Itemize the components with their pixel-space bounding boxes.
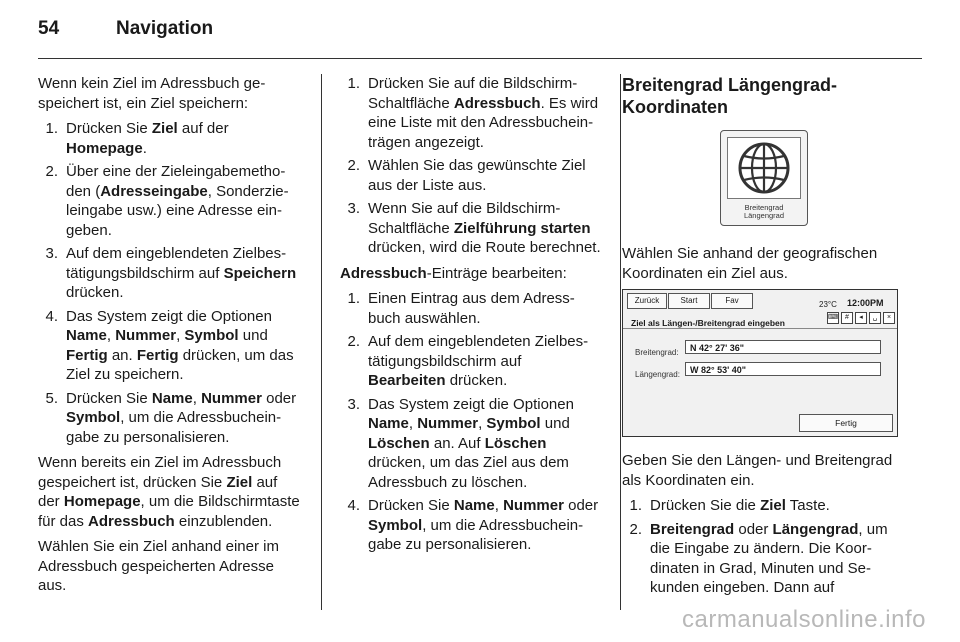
temperature-readout: 23°C [819, 300, 837, 309]
step-number: 2. [347, 333, 360, 350]
done-button[interactable]: Fertig [799, 414, 893, 432]
step-text [66, 244, 302, 303]
step-number: 2. [45, 163, 58, 180]
text-run: und [540, 415, 570, 432]
ui-term: Symbol [184, 327, 239, 344]
text-run: , um die Adressbucheingabe zu personalisieren. [66, 409, 282, 446]
text-run: . Es wird eine Liste mit den Adressbucheinträgen angezeigt. [368, 94, 599, 151]
ui-term: Ziel [226, 473, 253, 491]
text-run: , um die Adressbucheingabe zu personalisieren. [368, 516, 584, 553]
ui-term: Name [453, 497, 495, 514]
ui-term: Fertig [66, 346, 108, 364]
ui-term: Adressbuch [88, 512, 175, 530]
header-rule [38, 58, 922, 59]
save-steps-list [38, 119, 302, 447]
text-run: oder [563, 497, 599, 514]
step-text [368, 332, 602, 391]
text-run: drücken. [66, 284, 124, 301]
list-item [340, 199, 602, 258]
latlon-button-icon [720, 130, 808, 226]
clock-readout: 12:00PM [847, 298, 884, 308]
ui-term: Name [368, 415, 409, 432]
text-run: Taste. [785, 497, 830, 514]
ui-term: Name [151, 389, 193, 407]
page-number: 54 [38, 18, 60, 39]
text-run: -Einträge bearbeiten: [426, 264, 567, 282]
coords-intro: Wählen Sie anhand der geografischen Koordinaten ein Ziel aus. [622, 245, 878, 282]
list-item [340, 156, 602, 195]
keyboard-mode-icons [827, 312, 895, 324]
text-run: an. [107, 346, 137, 364]
symbols-icon[interactable]: # [841, 312, 853, 324]
list-item [340, 395, 602, 493]
page-header [38, 18, 213, 40]
globe-icon [727, 137, 801, 199]
backspace-icon[interactable]: ◂ [855, 312, 867, 324]
text-run: , [408, 415, 418, 432]
start-button[interactable]: Start [668, 293, 710, 309]
section-heading: Breitengrad Längengrad-Koordinaten [622, 75, 838, 117]
step-number: 3. [347, 395, 360, 413]
ui-term: Name [66, 327, 107, 344]
watermark: carmanualsonline.info [682, 606, 926, 633]
column-3 [622, 74, 904, 604]
step-number: 4. [347, 497, 360, 514]
ui-term: Symbol [368, 516, 423, 534]
text-run: Wählen Sie das gewünschte Ziel aus der Liste aus. [368, 157, 586, 194]
ui-term: Ziel [151, 120, 178, 137]
step-number: 5. [45, 389, 58, 407]
text-run: drücken. [445, 372, 508, 389]
step-text [368, 74, 602, 152]
text-run: Auf dem eingeblendeten Zielbestätigungsbildschirm auf [368, 333, 589, 370]
text-run: , [192, 389, 202, 407]
ui-term: Nummer [201, 389, 262, 407]
column-divider [321, 74, 322, 610]
list-item [38, 307, 302, 385]
text-run: auf der [177, 120, 229, 137]
edit-steps-list [340, 289, 602, 555]
column-2 [340, 74, 602, 561]
text-run: , Sonderzieleingabe usw.) eine Adresse eingeben. [66, 182, 289, 239]
step-text [368, 156, 602, 195]
step-number: 1. [45, 120, 58, 137]
coords-entry-paragraph: Geben Sie den Längen- und Breitengrad als Koordinaten ein. [622, 452, 893, 489]
step-text [368, 496, 602, 555]
text-run: Einen Eintrag aus dem Adressbuch auswählen. [368, 290, 575, 327]
fav-button[interactable]: Fav [711, 293, 753, 309]
text-run: Wenn Sie auf die BildschirmSchaltfläche [368, 200, 561, 237]
ui-term: Ziel [760, 497, 786, 514]
list-item [622, 520, 904, 598]
ui-term: Löschen [484, 434, 547, 452]
ui-term: Adresseingabe [100, 182, 208, 200]
text-run: , [176, 327, 185, 344]
ui-term: Homepage [66, 139, 143, 157]
ui-term: Fertig [136, 346, 179, 364]
intro-paragraph: Wenn kein Ziel im Adressbuch gespeichert ist, ein Ziel speichern: [38, 75, 266, 112]
latitude-label: Breitengrad: [635, 348, 679, 357]
text-run: drücken, um das Ziel aus dem Adressbuch zu löschen. [368, 454, 569, 491]
text-run: an. Auf [429, 434, 485, 452]
list-item [38, 162, 302, 240]
step-number: 3. [347, 200, 360, 217]
icon-label: Breitengrad Längengrad [743, 203, 785, 220]
coords-steps-list [622, 496, 904, 598]
text-run: einzublenden. [174, 512, 273, 530]
text-run: . [142, 139, 147, 157]
text-run: , [106, 327, 116, 344]
coordinate-entry-screen [622, 289, 898, 437]
step-text [368, 289, 602, 328]
step-text [66, 162, 302, 240]
edit-intro [340, 264, 602, 284]
ui-term: Nummer [503, 497, 564, 514]
ui-term: Nummer [417, 415, 479, 432]
text-run: Drücken Sie [368, 497, 454, 514]
page-title: Navigation [116, 18, 214, 39]
ui-term: Zielführung starten [453, 219, 591, 237]
list-item [340, 496, 602, 555]
ui-term: Längengrad [772, 520, 859, 538]
list-item [622, 496, 904, 516]
step-text [66, 307, 302, 385]
text-run: , [494, 497, 504, 514]
text-run: Das System zeigt die Optionen [66, 307, 272, 325]
list-item [38, 119, 302, 158]
ui-term: Adressbuch [340, 264, 427, 282]
step-number: 2. [629, 520, 642, 538]
longitude-field[interactable]: W 82° 53' 40" [685, 362, 881, 376]
step-number: 1. [347, 290, 360, 307]
text-run: oder [261, 389, 297, 407]
keyboard-icon[interactable]: ⌨ [827, 312, 839, 324]
step-text [368, 395, 602, 493]
latitude-field[interactable]: N 42° 27' 36" [685, 340, 881, 354]
list-item [38, 389, 302, 448]
step-number: 1. [347, 75, 360, 92]
ui-term: Homepage [63, 493, 141, 510]
step-number: 2. [347, 157, 360, 174]
step-number: 1. [629, 497, 642, 514]
step-number: 3. [45, 245, 58, 262]
text-run: Drücken Sie [66, 389, 152, 407]
addressbook-steps-list [340, 74, 602, 258]
text-run: Über eine der Zieleingabemethoden ( [66, 163, 286, 200]
list-item [340, 289, 602, 328]
ui-term: Bearbeiten [368, 372, 446, 389]
select-paragraph: Wählen Sie ein Ziel anhand einer im Adressbuch gespeicherten Adresse aus. [38, 538, 279, 594]
screen-divider [623, 328, 897, 329]
step-text [368, 199, 602, 258]
text-run: , um die Bildschirmtaste für das [38, 493, 300, 530]
clear-icon[interactable]: × [883, 312, 895, 324]
back-button[interactable]: Zurück [627, 293, 667, 309]
column-divider [620, 74, 621, 610]
ui-term: Speichern [223, 264, 297, 282]
step-text [650, 520, 904, 598]
column-1 [38, 74, 302, 602]
ui-term: Symbol [66, 409, 121, 426]
text-run: , um die Eingabe zu ändern. Die Koordinaten in Grad, Minuten und Sekunden eingeben. Dann auf [650, 520, 888, 596]
text-run: Das System zeigt die Optionen [368, 395, 574, 413]
text-run: Auf dem eingeblendeten Zielbestätigungsbildschirm auf [66, 245, 287, 282]
space-icon[interactable]: ␣ [869, 312, 881, 324]
text-run: Drücken Sie die [650, 497, 761, 514]
text-run: auf der [38, 473, 278, 510]
step-text [66, 119, 302, 158]
list-item [38, 244, 302, 303]
ui-term: Symbol [486, 415, 541, 432]
text-run: Drücken Sie auf die BildschirmSchaltfläche [368, 75, 578, 112]
step-text [66, 389, 302, 448]
text-run: Drücken Sie [66, 120, 152, 137]
stored-paragraph [38, 453, 302, 531]
text-run: drücken, um das Ziel zu speichern. [66, 346, 294, 383]
text-run: oder [734, 520, 773, 538]
ui-term: Nummer [115, 327, 177, 344]
list-item [340, 332, 602, 391]
text-run: und [238, 327, 268, 344]
step-number: 4. [45, 307, 58, 325]
text-run: drücken, wird die Route berechnet. [368, 239, 601, 256]
ui-term: Breitengrad [650, 520, 735, 538]
list-item [340, 74, 602, 152]
ui-term: Löschen [368, 434, 430, 452]
longitude-label: Längengrad: [635, 370, 680, 379]
text-run: , [478, 415, 487, 432]
text-run: Wenn bereits ein Ziel im Adressbuch gespeichert ist, drücken Sie [38, 454, 282, 491]
screen-title: Ziel als Längen-/Breitengrad eingeben [631, 318, 785, 328]
ui-term: Adressbuch [453, 94, 541, 112]
step-text [650, 496, 904, 516]
